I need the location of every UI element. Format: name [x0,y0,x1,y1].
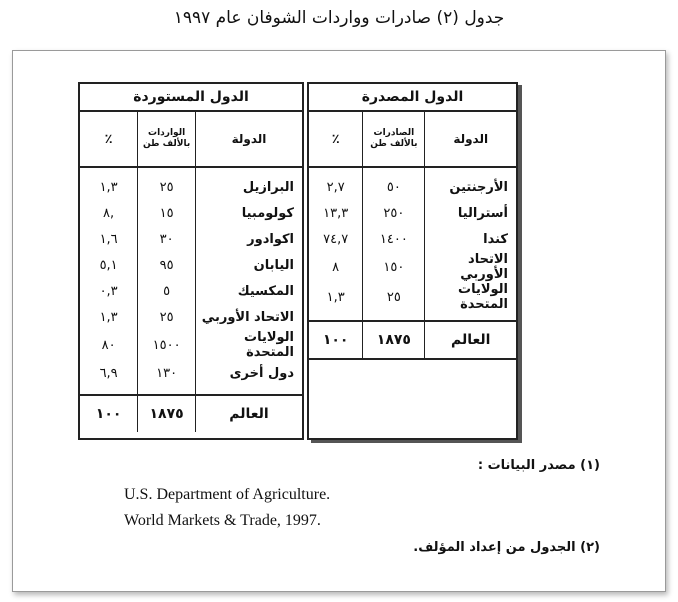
country-cell: الاتحاد الأوربي [425,252,516,282]
world-value: ١٨٧٥ [363,321,425,359]
country-cell: الولايات المتحدة [195,330,302,360]
col-header-exports: الصادرات بالألف طن [363,111,425,167]
country-cell: الولايات المتحدة [425,282,516,312]
world-percent: ١٠٠ [80,395,138,432]
table-row [80,200,302,226]
table-row [309,200,516,226]
table-row [80,330,302,360]
table-row [309,167,516,200]
percent-cell: ٨ [332,259,340,275]
col-header-percent: ٪ [309,111,363,167]
world-total-row [309,321,516,359]
exporting-countries-table [307,82,518,440]
percent-cell: ٨٠ [101,337,116,353]
value-cell: ١٣٠ [138,360,196,386]
percent-cell: ,٨ [103,205,115,221]
value-cell: ١٥ [138,200,196,226]
author-note: (٢) الجدول من إعداد المؤلف. [413,540,600,555]
country-cell: المكسيك [195,278,302,304]
source-line-1: U.S. Department of Agriculture. [124,486,331,503]
value-cell: ٣٠ [138,226,196,252]
source-label: (١) مصدر البيانات : [477,458,600,473]
table-row [309,282,516,312]
value-cell: ٥ [138,278,196,304]
percent-cell: ٦,٩ [99,365,118,381]
document-title: جدول (٢) صادرات وواردات الشوفان عام ١٩٩٧ [173,8,505,28]
world-label: العالم [195,395,302,432]
table-row [80,360,302,386]
importing-countries-table [78,82,304,440]
country-cell: الاتحاد الأوربي [195,304,302,330]
value-cell: ٢٥ [138,167,196,200]
table-row [80,252,302,278]
world-total-row [80,395,302,432]
percent-cell: ٧٤,٧ [323,231,349,247]
exporting-heading: الدول المصدرة [309,84,516,111]
table-row [309,226,516,252]
world-value: ١٨٧٥ [138,395,196,432]
table-row [80,167,302,200]
source-line-2: World Markets & Trade, 1997. [124,512,321,529]
percent-cell: ١,٦ [99,231,118,247]
percent-cell: ١,٣ [99,309,118,325]
country-cell: اليابان [195,252,302,278]
col-header-percent: ٪ [80,111,138,167]
percent-cell: ٠,٣ [99,283,118,299]
percent-cell: ١,٣ [99,179,118,195]
percent-cell: ٥,١ [99,257,118,273]
value-cell: ٩٥ [138,252,196,278]
country-cell: كندا [425,226,516,252]
value-cell: ٢٥ [138,304,196,330]
col-header-country: الدولة [195,111,302,167]
country-cell: الأرجنتين [425,167,516,200]
value-cell: ١٥٠ [363,252,425,282]
table-row [80,278,302,304]
country-cell: البرازيل [195,167,302,200]
country-cell: أستراليا [425,200,516,226]
importing-heading: الدول المستوردة [80,84,302,111]
value-cell: ١٥٠٠ [138,330,196,360]
value-cell: ١٤٠٠ [363,226,425,252]
country-cell: اكوادور [195,226,302,252]
table-row [80,226,302,252]
col-header-country: الدولة [425,111,516,167]
table-row [80,304,302,330]
value-cell: ٥٠ [363,167,425,200]
col-header-imports: الواردات بالألف طن [138,111,196,167]
value-cell: ٢٥ [363,282,425,312]
value-cell: ٢٥٠ [363,200,425,226]
world-percent: ١٠٠ [309,321,363,359]
table-row [309,252,516,282]
world-label: العالم [425,321,516,359]
percent-cell: ٢,٧ [326,179,345,195]
country-cell: كولومبيا [195,200,302,226]
country-cell: دول أخرى [195,360,302,386]
percent-cell: ١٣,٣ [323,205,349,221]
percent-cell: ١,٣ [326,289,345,305]
